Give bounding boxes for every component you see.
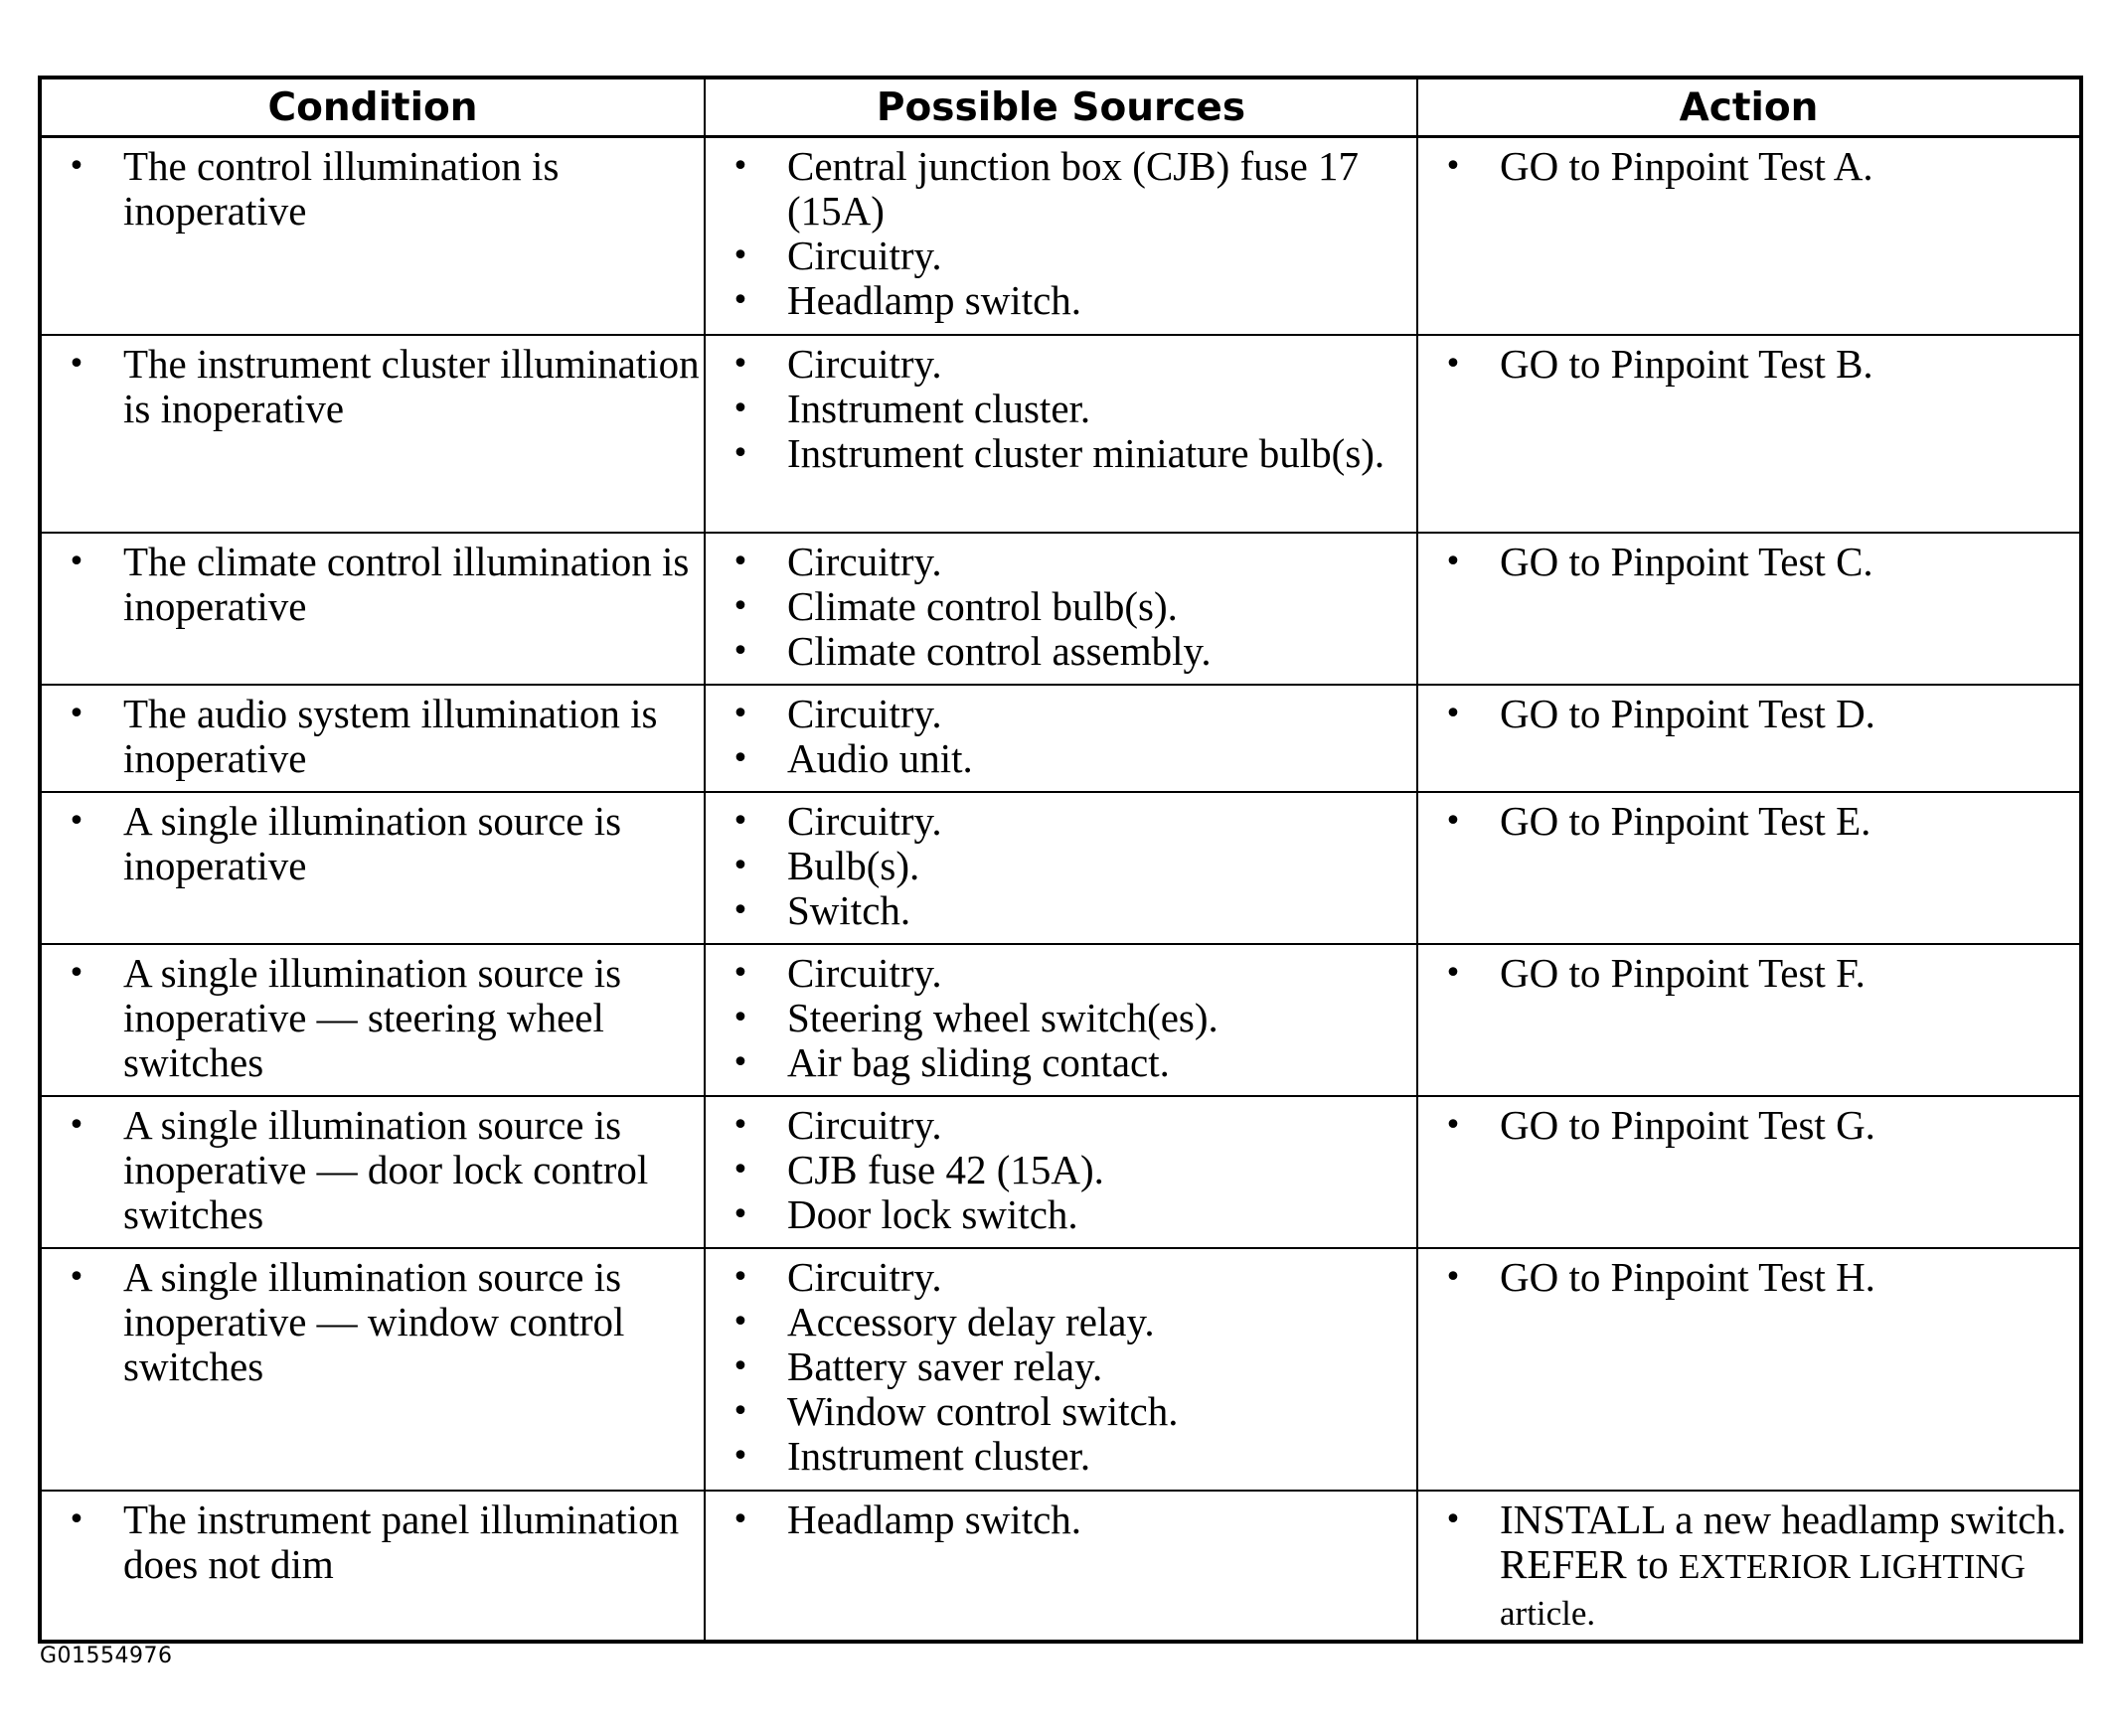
action-cell [1417,1491,2081,1642]
source-text: Audio unit. [787,735,973,781]
bullet-icon: • [1444,347,1462,382]
condition-text: The control illumination is inoperative [123,143,560,234]
bullet-icon: • [1444,149,1462,184]
action-cell [1417,792,2081,944]
bullet-icon: • [68,1502,85,1537]
source-text: Headlamp switch. [787,1497,1082,1542]
list-item [706,540,1412,584]
list-item [706,387,1412,431]
list-item [42,1103,700,1237]
list-item [1418,1498,2075,1636]
action-cell [1417,335,2081,533]
table-row [40,1491,2081,1642]
table-row [40,335,2081,533]
list-item [706,1192,1412,1237]
bullet-icon: • [731,1108,749,1143]
bullet-icon: • [731,1197,749,1232]
source-text: Battery saver relay. [787,1343,1103,1389]
list-item [706,584,1412,629]
list-item [706,431,1412,476]
action-text-main: INSTALL a new headlamp switch. REFER to [1500,1497,2067,1587]
list-item [1418,1103,2075,1148]
condition-cell [40,792,705,944]
source-text: Switch. [787,887,911,933]
table-row [40,944,2081,1096]
bullet-icon: • [68,804,85,839]
source-text: Circuitry. [787,950,942,996]
source-text: Headlamp switch. [787,277,1082,323]
source-text: Central junction box (CJB) fuse 17 (15A) [787,143,1360,234]
list-item [706,844,1412,888]
source-text: Bulb(s). [787,843,920,888]
bullet-icon: • [1444,545,1462,579]
diagnosis-table [38,76,2083,1644]
list-item [706,996,1412,1040]
table-row [40,792,2081,944]
condition-text: The climate control illumination is inoperative [123,539,690,629]
table-row [40,1096,2081,1248]
bullet-icon: • [731,392,749,426]
list-item [42,540,700,629]
list-item [706,144,1412,234]
condition-cell [40,335,705,533]
action-text: GO to Pinpoint Test G. [1500,1102,1875,1148]
bullet-icon: • [731,589,749,624]
list-item [706,234,1412,278]
action-cell [1417,533,2081,685]
bullet-icon: • [68,697,85,731]
list-item [706,888,1412,933]
bullet-icon: • [731,238,749,273]
sources-cell [705,944,1417,1096]
source-text: Circuitry. [787,539,942,584]
list-item [1418,1255,2075,1300]
bullet-icon: • [731,545,749,579]
list-item [706,1300,1412,1344]
list-item [42,1255,700,1389]
bullet-icon: • [731,1349,749,1384]
bullet-icon: • [731,741,749,776]
list-item [42,799,700,888]
bullet-icon: • [731,697,749,731]
action-cell [1417,685,2081,792]
sources-cell [705,533,1417,685]
table-row [40,533,2081,685]
list-item [706,1040,1412,1085]
bullet-icon: • [1444,1502,1462,1537]
action-text: GO to Pinpoint Test A. [1500,143,1873,189]
list-item [1418,951,2075,996]
action-cell [1417,137,2081,336]
condition-text: A single illumination source is inoperative — window control switches [123,1254,625,1389]
condition-cell [40,1248,705,1491]
bullet-icon: • [731,956,749,991]
source-text: Window control switch. [787,1388,1179,1434]
bullet-icon: • [731,283,749,318]
action-text: GO to Pinpoint Test B. [1500,341,1873,387]
bullet-icon: • [731,1153,749,1187]
bullet-icon: • [731,893,749,928]
table-row [40,685,2081,792]
condition-text: The instrument panel illumination does not dim [123,1497,680,1587]
condition-cell [40,137,705,336]
table-row [40,1248,2081,1491]
source-text: Circuitry. [787,691,942,736]
bullet-icon: • [731,634,749,669]
bullet-icon: • [731,436,749,471]
bullet-icon: • [731,1439,749,1474]
condition-text: A single illumination source is inoperative — door lock control switches [123,1102,649,1237]
list-item [706,799,1412,844]
bullet-icon: • [731,849,749,883]
list-item [1418,144,2075,189]
bullet-icon: • [1444,697,1462,731]
list-item [706,629,1412,674]
bullet-icon: • [731,1001,749,1035]
sources-cell [705,1096,1417,1248]
list-item [706,342,1412,387]
list-item [706,1344,1412,1389]
sources-cell [705,685,1417,792]
bullet-icon: • [731,1502,749,1537]
bullet-icon: • [68,1260,85,1295]
sources-cell [705,137,1417,336]
bullet-icon: • [68,149,85,184]
sources-cell [705,792,1417,944]
action-text: GO to Pinpoint Test E. [1500,798,1871,844]
list-item [706,736,1412,781]
bullet-icon: • [731,149,749,184]
bullet-icon: • [1444,956,1462,991]
bullet-icon: • [68,956,85,991]
source-text: Instrument cluster. [787,1433,1091,1479]
source-text: Circuitry. [787,798,942,844]
source-text: Climate control bulb(s). [787,583,1178,629]
condition-cell [40,533,705,685]
sources-cell [705,335,1417,533]
condition-text: A single illumination source is inoperative — steering wheel switches [123,950,622,1085]
source-text: CJB fuse 42 (15A). [787,1147,1104,1192]
list-item [706,951,1412,996]
header-condition: Condition [40,78,705,137]
bullet-icon: • [731,1045,749,1080]
source-text: Door lock switch. [787,1191,1078,1237]
condition-cell [40,685,705,792]
action-cell [1417,1096,2081,1248]
source-text: Circuitry. [787,1254,942,1300]
action-cell [1417,1248,2081,1491]
action-text: GO to Pinpoint Test D. [1500,691,1875,736]
header-action: Action [1417,78,2081,137]
list-item [706,1498,1412,1542]
condition-text: A single illumination source is inoperative [123,798,622,888]
action-text: GO to Pinpoint Test F. [1500,950,1866,996]
list-item [706,278,1412,323]
source-text: Circuitry. [787,1102,942,1148]
sources-cell [705,1491,1417,1642]
condition-cell [40,944,705,1096]
list-item [1418,540,2075,584]
list-item [706,1103,1412,1148]
source-text: Instrument cluster miniature bulb(s). [787,430,1385,476]
bullet-icon: • [68,347,85,382]
list-item [706,692,1412,736]
bullet-icon: • [68,545,85,579]
condition-cell [40,1096,705,1248]
list-item [706,1255,1412,1300]
bullet-icon: • [731,804,749,839]
list-item [1418,692,2075,736]
action-cell [1417,944,2081,1096]
bullet-icon: • [731,1260,749,1295]
list-item [1418,342,2075,387]
source-text: Air bag sliding contact. [787,1039,1170,1085]
list-item [42,342,700,431]
header-row [40,78,2081,137]
condition-text: The instrument cluster illumination is inoperative [123,341,700,431]
condition-text: The audio system illumination is inoperative [123,691,658,781]
bullet-icon: • [1444,804,1462,839]
list-item [706,1389,1412,1434]
list-item [706,1148,1412,1192]
bullet-icon: • [731,1305,749,1340]
sources-cell [705,1248,1417,1491]
action-text: GO to Pinpoint Test C. [1500,539,1873,584]
source-text: Instrument cluster. [787,386,1091,431]
list-item [42,692,700,781]
bullet-icon: • [1444,1260,1462,1295]
list-item [42,1498,700,1587]
action-text: GO to Pinpoint Test H. [1500,1254,1875,1300]
figure-id: G01554976 [40,1644,173,1668]
table-row [40,137,2081,336]
header-possible-sources: Possible Sources [705,78,1417,137]
bullet-icon: • [1444,1108,1462,1143]
list-item [706,1434,1412,1479]
source-text: Circuitry. [787,233,942,278]
bullet-icon: • [731,347,749,382]
list-item [42,951,700,1085]
source-text: Climate control assembly. [787,628,1212,674]
article-reference: EXTERIOR LIGHTING article. [1500,1547,2026,1633]
list-item [42,144,700,234]
bullet-icon: • [68,1108,85,1143]
condition-cell [40,1491,705,1642]
bullet-icon: • [731,1394,749,1429]
list-item [1418,799,2075,844]
source-text: Circuitry. [787,341,942,387]
source-text: Steering wheel switch(es). [787,995,1218,1040]
source-text: Accessory delay relay. [787,1299,1155,1344]
